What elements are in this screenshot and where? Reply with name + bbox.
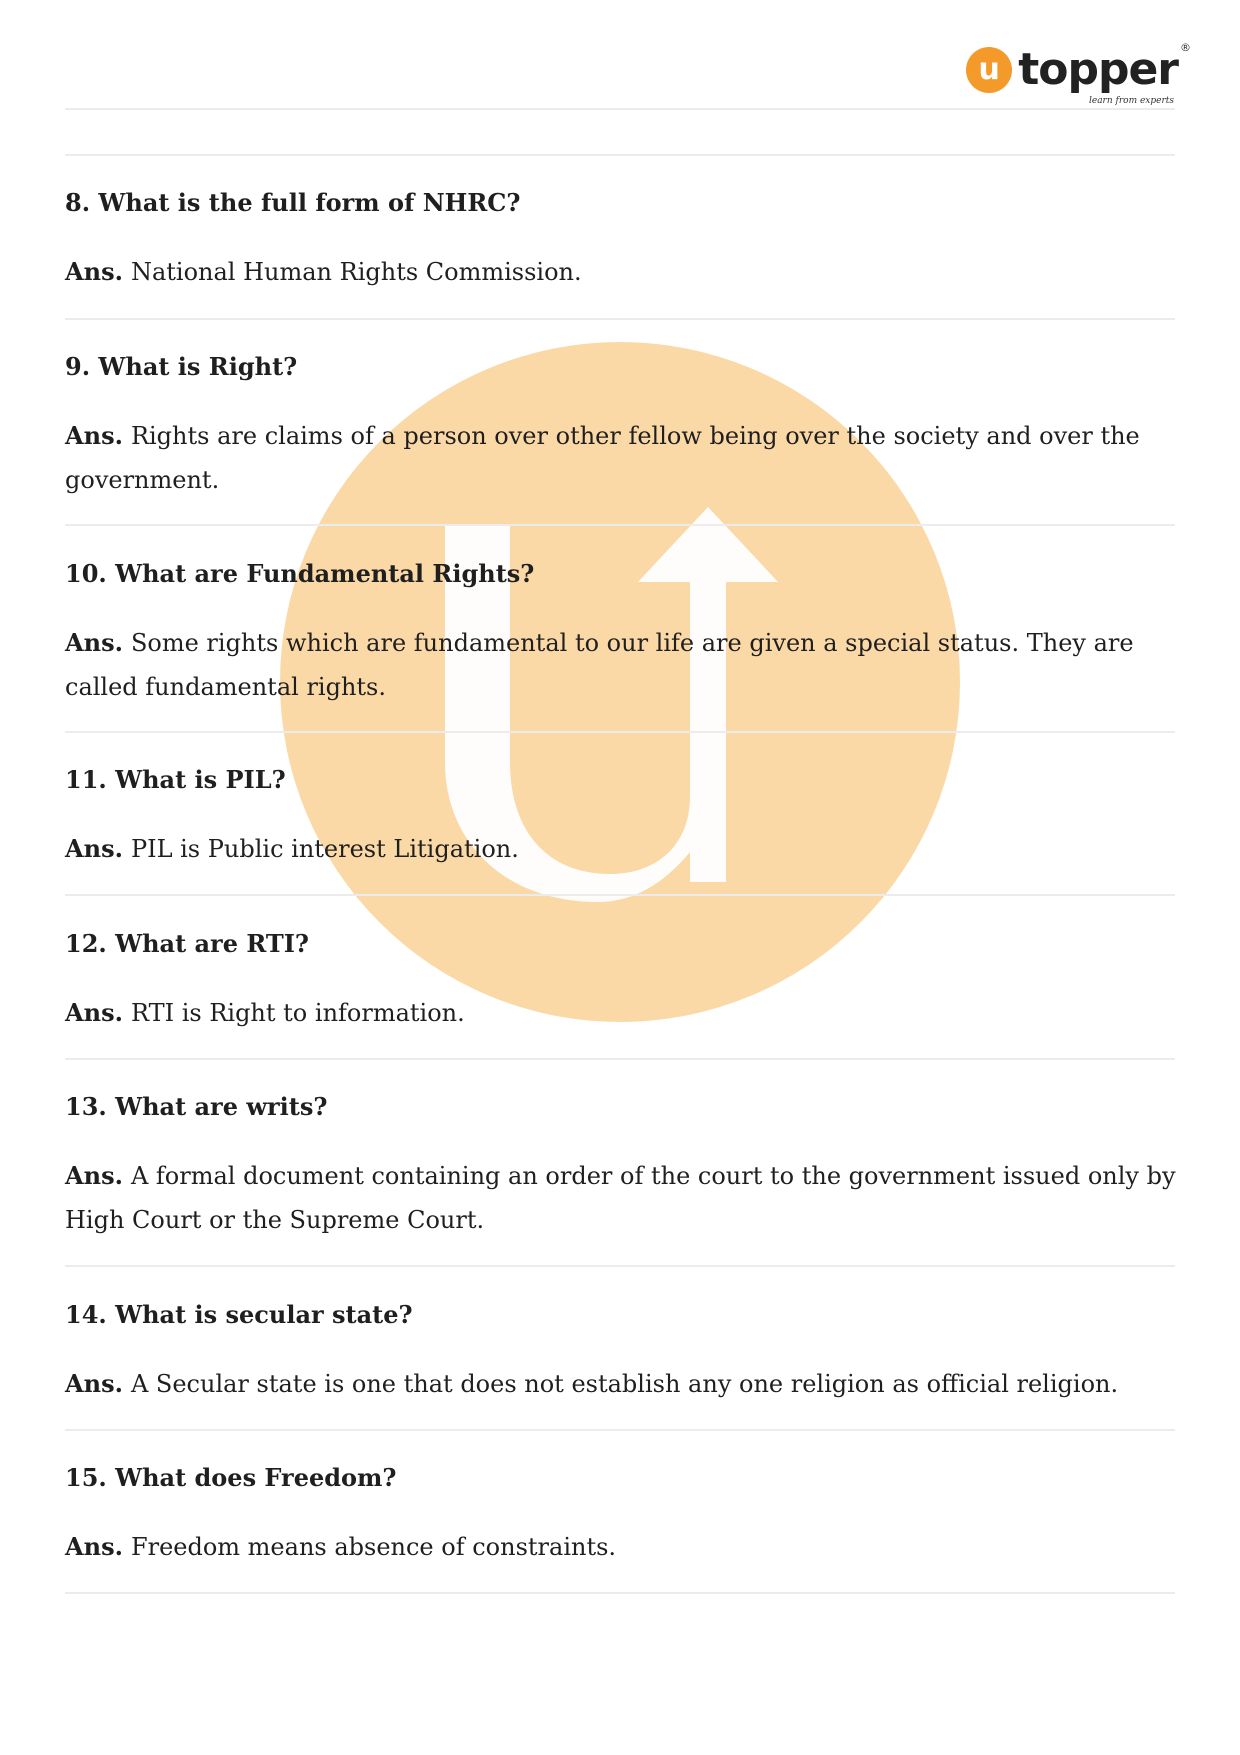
answer-label: Ans. [65, 834, 123, 863]
answer-text: Some rights which are fundamental to our life are given a special status. They are called fundamental rights. [65, 629, 1134, 701]
answer-label: Ans. [65, 421, 123, 450]
answer-text: Freedom means absence of constraints. [130, 1533, 617, 1561]
answer [65, 250, 1177, 294]
logo-badge-icon: u [966, 47, 1012, 93]
question: 10. What are Fundamental Rights? [65, 559, 535, 588]
logo-tagline: learn from experts [1088, 96, 1174, 106]
divider [65, 731, 1175, 733]
divider [65, 154, 1175, 156]
divider [65, 1429, 1175, 1431]
question: 13. What are writs? [65, 1092, 328, 1121]
answer-text: RTI is Right to information. [130, 999, 465, 1027]
answer-label: Ans. [65, 628, 123, 657]
answer [65, 1154, 1177, 1242]
qa-item [65, 1461, 1177, 1569]
divider [65, 1265, 1175, 1267]
divider [65, 894, 1175, 896]
qa-item [65, 763, 1177, 871]
logo-text: topper [1018, 44, 1178, 95]
answer-text: Rights are claims of a person over other fellow being over the society and over the government. [65, 422, 1140, 494]
answer [65, 991, 1177, 1035]
answer-label: Ans. [65, 1369, 123, 1398]
divider [65, 1058, 1175, 1060]
registered-mark: ® [1180, 41, 1190, 54]
qa-item [65, 1298, 1177, 1406]
qa-item [65, 350, 1177, 502]
question: 12. What are RTI? [65, 929, 309, 958]
qa-item [65, 927, 1177, 1035]
answer-text: National Human Rights Commission. [130, 258, 582, 286]
divider [65, 524, 1175, 526]
qa-item [65, 186, 1177, 294]
answer-label: Ans. [65, 998, 123, 1027]
answer-text: A Secular state is one that does not establish any one religion as official religion. [130, 1370, 1119, 1398]
qa-item [65, 1090, 1177, 1242]
header-divider [65, 108, 1175, 110]
answer [65, 1525, 1177, 1569]
answer [65, 1362, 1177, 1406]
question: 11. What is PIL? [65, 765, 286, 794]
answer [65, 414, 1177, 502]
answer-text: PIL is Public interest Litigation. [130, 835, 519, 863]
answer [65, 621, 1177, 709]
question: 15. What does Freedom? [65, 1463, 397, 1492]
logo-wordmark [1018, 41, 1190, 106]
answer-text: A formal document containing an order of the court to the government issued only by High Court or the Supreme Court. [65, 1162, 1176, 1234]
answer-label: Ans. [65, 1161, 123, 1190]
answer-label: Ans. [65, 257, 123, 286]
question: 9. What is Right? [65, 352, 298, 381]
answer [65, 827, 1177, 871]
answer-label: Ans. [65, 1532, 123, 1561]
divider [65, 318, 1175, 320]
divider [65, 1592, 1175, 1594]
question: 8. What is the full form of NHRC? [65, 188, 521, 217]
question: 14. What is secular state? [65, 1300, 413, 1329]
topper-logo [966, 38, 1190, 106]
qa-item [65, 557, 1177, 709]
